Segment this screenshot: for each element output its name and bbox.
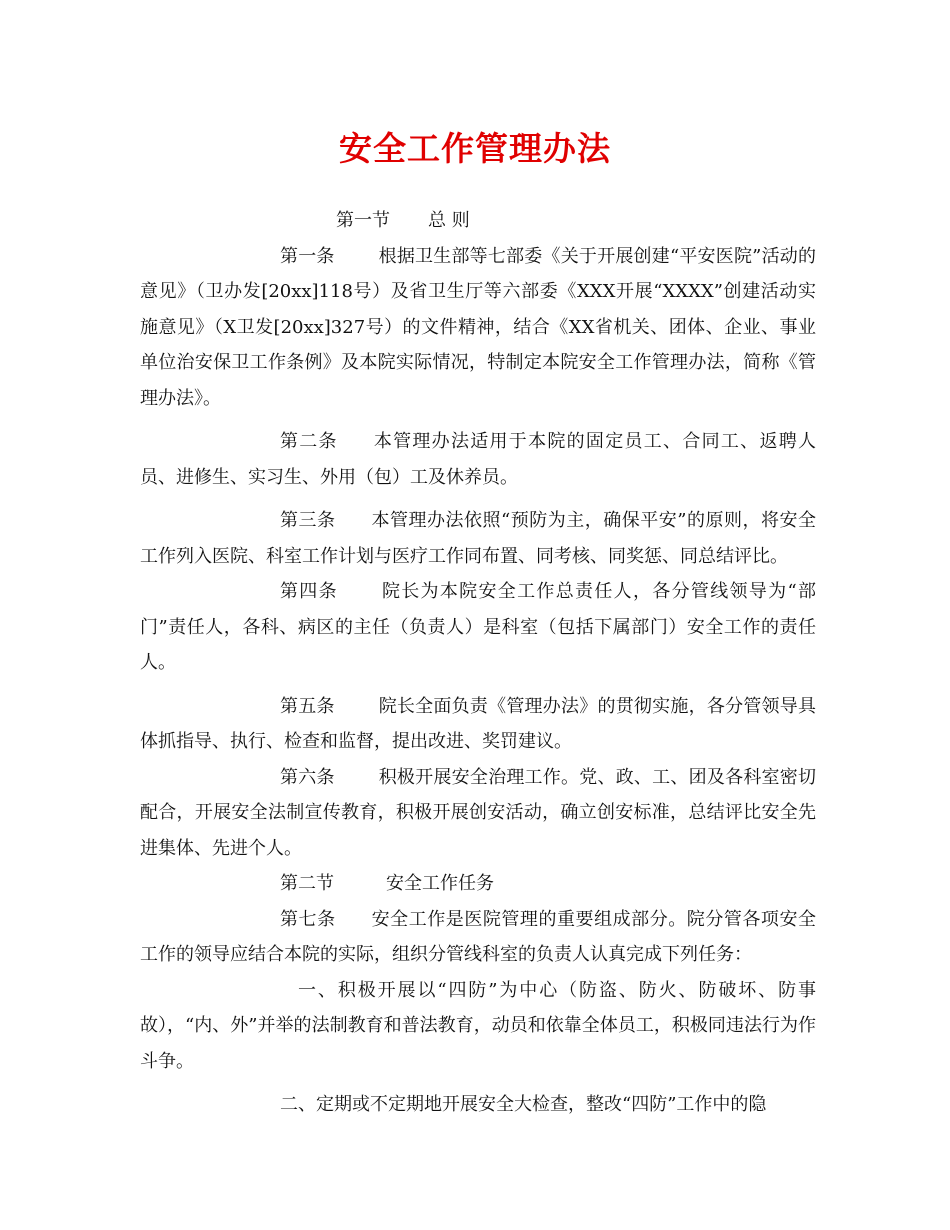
article-text: 本管理办法依照“预防为主，确保平安”的原则，将安全工作列入医院、科室工作计划与医疗工作同布置、同考核、同奖惩、同总结评比。 [140, 510, 817, 567]
article-5 [140, 689, 816, 760]
article-6 [140, 760, 816, 867]
article-text: 积极开展安全治理工作。党、政、工、团及各科室密切配合，开展安全法制宣传教育，积极开展创安活动，确立创安标准，总结评比安全先进集体、先进个人。 [140, 766, 817, 859]
section-name: 安全工作任务 [386, 873, 494, 894]
article-1 [140, 239, 816, 417]
article-4 [140, 574, 816, 681]
section-number: 第二节 [280, 873, 334, 894]
section-heading-2 [140, 866, 816, 902]
article-number: 第五条 [280, 695, 335, 717]
article-number: 第一条 [280, 245, 335, 267]
article-number: 第二条 [280, 431, 338, 452]
article-text: 院长为本院安全工作总责任人，各分管线领导为“部门”责任人，各科、病区的主任（负责人）是科室（包括下属部门）安全工作的责任人。 [140, 581, 816, 673]
article-3 [140, 503, 816, 574]
article-7 [140, 902, 816, 973]
article-2 [140, 424, 816, 495]
task-item-1: 一、积极开展以“四防”为中心（防盗、防火、防破坏、防事故），“内、外”并举的法制教育和普法教育，动员和依靠全体员工，积极同违法行为作斗争。 [140, 979, 816, 1072]
article-number: 第七条 [280, 908, 336, 930]
article-text: 本管理办法适用于本院的固定员工、合同工、返聘人员、进修生、实习生、外用（包）工及休养员。 [140, 431, 817, 488]
article-number: 第六条 [280, 766, 335, 788]
section-heading-1 [140, 203, 816, 239]
article-number: 第四条 [280, 581, 338, 602]
document-body [140, 203, 816, 1123]
article-number: 第三条 [280, 510, 336, 531]
article-text: 院长全面负责《管理办法》的贯彻实施，各分管领导具体抓指导、执行、检查和监督，提出改进、奖罚建议。 [140, 695, 817, 752]
article-text: 根据卫生部等七部委《关于开展创建“平安医院”活动的意见》（卫办发[20xx]118号）及省卫生厅等六部委《XXX开展“XXXX”创建活动实施意见》（X卫发[20xx]327号）的文件精神，结合《XX省机关、团体、企业、事业单位治安保卫工作条例》及本院实际情况，特制定本院安全工作管理办法，简称《管理办法》。 [140, 245, 816, 409]
section-name: 总 则 [428, 210, 470, 231]
section-number: 第一节 [336, 210, 390, 231]
document-title: 安全工作管理办法 [339, 129, 611, 168]
article-text: 安全工作是医院管理的重要组成部分。院分管各项安全工作的领导应结合本院的实际，组织分管线科室的负责人认真完成下列任务： [140, 908, 817, 965]
task-item-2: 二、定期或不定期地开展安全大检查，整改“四防”工作中的隐 [280, 1094, 767, 1115]
